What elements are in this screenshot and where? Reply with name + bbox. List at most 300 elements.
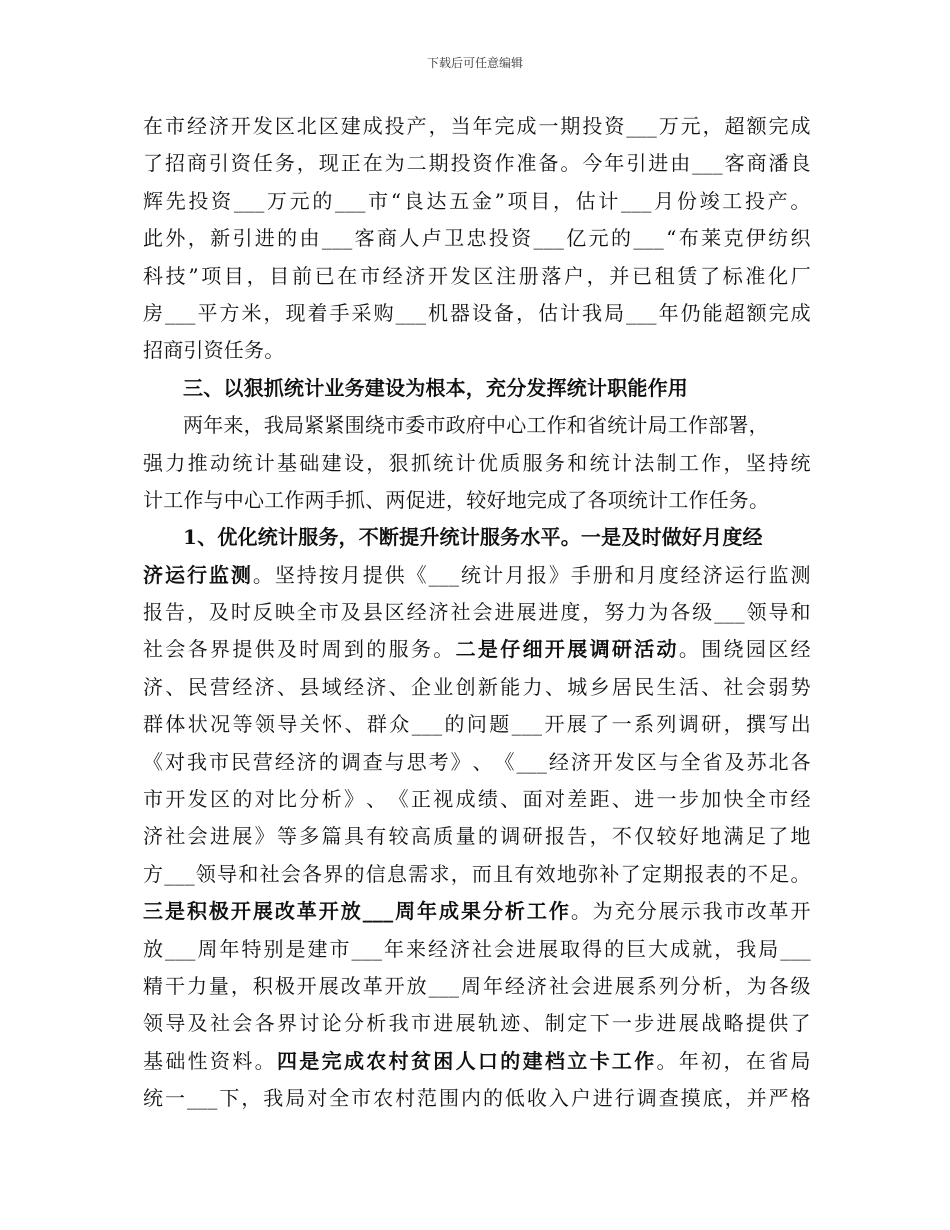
text-char: 超 <box>724 114 745 138</box>
text-char: 分 <box>482 899 504 924</box>
text-char: 济 <box>702 562 723 587</box>
text-char: 改 <box>340 973 361 998</box>
text-char: 了 <box>620 861 641 886</box>
text-char: 界 <box>209 637 231 662</box>
text-char: 我 <box>388 1011 409 1036</box>
text-char: 潘 <box>768 151 789 176</box>
text-char: 社 <box>548 973 570 998</box>
text-char: 放 <box>406 973 427 998</box>
text-char: 民 <box>634 674 655 699</box>
text-char: 加 <box>701 787 722 812</box>
text-char: 活 <box>634 637 655 662</box>
text-char: 等 <box>276 824 298 849</box>
text-char: 运 <box>724 562 745 587</box>
text-char: 系 <box>634 712 655 737</box>
text-char: 济 <box>366 674 387 699</box>
text-char: 会 <box>165 637 186 662</box>
text-char: 开 <box>318 899 339 924</box>
text-char: 的 <box>366 637 387 662</box>
text-char: 报 <box>143 600 164 625</box>
text-char: ， <box>246 263 267 288</box>
text-char: 怀 <box>322 712 343 737</box>
text-char: ， <box>366 450 387 475</box>
text-char: 月 <box>340 562 361 587</box>
text-char: 放 <box>143 936 164 961</box>
text-char: 估 <box>575 188 596 213</box>
text-char: 建 <box>340 114 361 138</box>
text-char: 。 <box>656 1048 677 1073</box>
text-char: 示 <box>680 899 701 924</box>
text-char: 方 <box>143 861 164 886</box>
text-char: 基 <box>276 450 298 475</box>
text-char: 设 <box>472 300 493 325</box>
text-char: 开 <box>296 973 317 998</box>
text-char: 赁 <box>677 263 698 288</box>
text-char: 测 <box>790 562 811 587</box>
text-char: 一 <box>164 1086 186 1111</box>
text-char: 周 <box>197 936 218 961</box>
text-char: 我 <box>186 749 208 774</box>
text-char: 客 <box>354 226 375 251</box>
text-char: 不 <box>611 824 633 849</box>
text-char: ， <box>724 973 745 998</box>
text-char: 引 <box>208 151 230 176</box>
text-char: 市 <box>368 188 389 213</box>
text-line <box>143 893 811 930</box>
text-char: 成 <box>790 300 811 325</box>
text-char: 机 <box>428 300 449 325</box>
text-char: 推 <box>187 450 208 475</box>
text-char: 有 <box>366 824 387 849</box>
text-char: 状 <box>187 712 208 737</box>
text-char: 分 <box>680 973 701 998</box>
text-char: 由 <box>299 226 320 251</box>
text-char: 创 <box>455 674 476 699</box>
text-char: 进 <box>634 787 655 812</box>
text-line <box>143 631 811 668</box>
text-char: 研 <box>611 637 633 662</box>
text-char: 下 <box>219 1086 240 1111</box>
text-char: 良 <box>403 188 424 213</box>
text-char: 计 <box>482 562 504 587</box>
text-char: 年 <box>678 1048 700 1073</box>
text-char: 定 <box>567 1011 588 1036</box>
text-char: 及 <box>724 749 745 774</box>
text-char: 对 <box>164 749 186 774</box>
text-char: 的 <box>277 226 298 251</box>
text-char: 三 <box>143 899 164 924</box>
text-char: 计 <box>611 450 633 475</box>
text-char: 投 <box>450 151 471 176</box>
text-char: 工 <box>526 899 548 924</box>
text-char: 。 <box>560 151 581 176</box>
text-char: 园 <box>745 637 767 662</box>
text-char: 村 <box>395 1086 416 1111</box>
text-char: 。 <box>790 861 811 886</box>
text-char: 干 <box>164 973 186 998</box>
text-line <box>143 519 811 556</box>
text-char: 导 <box>277 712 298 737</box>
text-char: 。 <box>678 637 700 662</box>
text-char: 期 <box>560 114 581 138</box>
text-char: 备 <box>538 151 559 176</box>
text-char: 资 <box>472 151 493 176</box>
text-char: 快 <box>723 787 744 812</box>
text-char: ， <box>230 973 252 998</box>
text-char: 已 <box>314 263 335 288</box>
text-char: 质 <box>500 450 521 475</box>
text-char: 取 <box>560 936 581 961</box>
text-char: 析 <box>321 787 342 812</box>
text-char: 界 <box>276 1011 298 1036</box>
text-char: 内 <box>460 1086 482 1111</box>
text-char: 》 <box>254 824 275 849</box>
text-char: 进 <box>592 1086 613 1111</box>
text-char: 务 <box>274 151 296 176</box>
text-char: 的 <box>477 824 499 849</box>
text-char: 并 <box>746 1086 767 1111</box>
text-char: 展 <box>252 899 274 924</box>
text-char: 进 <box>656 1011 677 1036</box>
text-char: 来 <box>405 936 427 961</box>
text-char: 列 <box>656 712 677 737</box>
text-char: 强 <box>143 450 164 475</box>
text-char: 标 <box>722 263 743 288</box>
text-char: 题 <box>489 712 510 737</box>
text-char: 绕 <box>723 637 744 662</box>
text-char: 展 <box>455 1011 476 1036</box>
text-char: 进 <box>494 600 515 625</box>
text-char: 调 <box>636 1086 657 1111</box>
text-char: 区 <box>384 600 405 625</box>
text-char: 档 <box>544 1048 566 1073</box>
text-char: 坚 <box>745 450 767 475</box>
text-char: 《 <box>494 749 515 774</box>
text-char: 济 <box>254 674 275 699</box>
text-char: 元 <box>588 226 609 251</box>
text-char: 和 <box>567 450 588 475</box>
text-char: ___ <box>395 300 427 325</box>
text-char: 力 <box>626 600 647 625</box>
text-char: 区 <box>636 749 657 774</box>
text-char: ， <box>263 300 284 325</box>
text-char: 作 <box>494 151 515 176</box>
text-char: 市 <box>329 936 350 961</box>
text-char: 会 <box>232 1011 253 1036</box>
text-char: 调 <box>589 637 610 662</box>
text-char: ， <box>714 936 735 961</box>
text-char: 目 <box>269 263 290 288</box>
text-char: 年 <box>472 114 493 138</box>
text-char: 市 <box>208 749 230 774</box>
text-char: 篇 <box>321 824 342 849</box>
text-char: 制 <box>544 1011 566 1036</box>
text-char: 领 <box>746 600 767 625</box>
text-char: 开 <box>427 263 449 288</box>
text-char: 正 <box>410 787 432 812</box>
text-char: 济 <box>526 973 548 998</box>
text-char: 注 <box>495 263 517 288</box>
text-char: 高 <box>410 824 432 849</box>
text-char: 在 <box>362 151 383 176</box>
text-char: 忠 <box>466 226 487 251</box>
text-char: 列 <box>658 973 679 998</box>
text-char: 科 <box>143 263 164 288</box>
text-char: 较 <box>388 824 409 849</box>
text-char: 完 <box>768 300 789 325</box>
text-char: 析 <box>504 899 526 924</box>
text-char: 的 <box>604 936 625 961</box>
text-char: 资 <box>230 151 252 176</box>
text-char: 能 <box>702 300 723 325</box>
text-char: 的 <box>500 1048 521 1073</box>
text-char: 运 <box>164 562 186 587</box>
text-char: 市 <box>410 1011 432 1036</box>
text-char: 展 <box>516 600 537 625</box>
text-char: 开 <box>230 899 252 924</box>
text-char: 讨 <box>299 1011 320 1036</box>
text-char: 监 <box>768 562 789 587</box>
text-char: 底 <box>702 1086 723 1111</box>
text-char: ___ <box>165 300 196 325</box>
text-char: 等 <box>232 712 253 737</box>
text-char: 各 <box>254 1011 275 1036</box>
bold-text: 1、优化统计服务，不断提升统计服务水平。一是及时做好月度经 <box>183 525 763 550</box>
text-char: 户 <box>570 1086 592 1111</box>
text-char: 局 <box>604 300 625 325</box>
text-char: 开 <box>790 899 811 924</box>
text-char: 极 <box>274 973 296 998</box>
text-char: 估 <box>538 300 559 325</box>
text-char: 工 <box>722 188 743 213</box>
text-char: 信 <box>365 861 386 886</box>
text-char: 告 <box>567 824 588 849</box>
text-char: 市 <box>143 787 164 812</box>
text-char: 调 <box>340 749 361 774</box>
text-char: 质 <box>433 824 454 849</box>
text-char: 为 <box>384 151 405 176</box>
text-char: 。 <box>254 1048 275 1073</box>
text-char: 领 <box>195 861 217 886</box>
text-char: 进 <box>538 600 559 625</box>
text-char: 统 <box>433 450 454 475</box>
text-char: 省 <box>702 749 723 774</box>
text-char: 并 <box>609 263 630 288</box>
text-char: 分 <box>343 1011 365 1036</box>
text-char: 市 <box>351 1086 372 1111</box>
text-line <box>143 968 811 1005</box>
text-char: 定 <box>641 861 662 886</box>
text-char: 基 <box>143 1048 164 1073</box>
text-char: 项 <box>507 188 528 213</box>
text-char: 期 <box>428 151 449 176</box>
text-char: 外 <box>165 226 186 251</box>
text-char: 绩 <box>477 787 499 812</box>
text-run: 两年来，我局紧紧围绕市委市政府中心工作和省统计局工作部署， <box>183 413 769 438</box>
text-char: 成 <box>516 114 537 138</box>
text-char: 资 <box>211 188 232 213</box>
text-char: 、 <box>472 749 493 774</box>
text-char: 考 <box>428 749 449 774</box>
text-char: 各 <box>670 600 691 625</box>
text-char: 各 <box>302 861 323 886</box>
text-char: 充 <box>614 899 635 924</box>
text-char: 额 <box>746 300 767 325</box>
text-char: 范 <box>417 1086 438 1111</box>
text-char: 准 <box>516 151 537 176</box>
text-char: 区 <box>274 114 296 138</box>
text-char: 严 <box>768 1086 789 1111</box>
text-char: ___ <box>626 300 657 325</box>
text-char: 计 <box>254 450 275 475</box>
text-char: 域 <box>321 674 342 699</box>
text-char: 》 <box>548 562 570 587</box>
text-char: 开 <box>544 637 566 662</box>
text-char: 与 <box>384 749 405 774</box>
text-char: 视 <box>433 787 454 812</box>
text-char: 了 <box>768 824 789 849</box>
text-char: 查 <box>362 749 383 774</box>
text-char: 行 <box>614 1086 635 1111</box>
text-char: 时 <box>230 600 252 625</box>
text-char: ， <box>586 263 607 288</box>
text-char: 的 <box>726 861 747 886</box>
text-char: 万 <box>266 188 288 213</box>
text-char: 金 <box>471 188 493 213</box>
text-char: 区 <box>473 263 494 288</box>
text-char: ___ <box>362 899 394 924</box>
text-char: 有 <box>514 861 535 886</box>
text-char: 地 <box>556 861 578 886</box>
text-char: ， <box>552 188 574 213</box>
text-char: 克 <box>723 226 744 251</box>
text-char: 、 <box>366 787 387 812</box>
text-line <box>143 594 811 631</box>
text-char: 报 <box>526 562 548 587</box>
text-char: 经 <box>406 600 427 625</box>
text-char: 备 <box>494 300 515 325</box>
text-char: 步 <box>678 787 700 812</box>
text-char: 和 <box>614 562 635 587</box>
text-char: 北 <box>768 749 789 774</box>
text-char: 四 <box>276 1048 298 1073</box>
text-char: ， <box>516 300 537 325</box>
text-char: 济 <box>405 263 426 288</box>
text-char: 建 <box>522 1048 543 1073</box>
text-char: 的 <box>344 861 365 886</box>
text-char: 全 <box>680 749 701 774</box>
text-char: 求 <box>429 861 450 886</box>
text-char: 领 <box>254 712 276 737</box>
text-char: 年 <box>658 300 679 325</box>
text-char: 下 <box>589 1011 610 1036</box>
text-char: 周 <box>460 973 482 998</box>
text-char: ， <box>723 1048 744 1073</box>
text-char: ___ <box>516 749 548 774</box>
text-char: 资 <box>209 1048 231 1073</box>
text-char: 村 <box>388 1048 409 1073</box>
text-char: 与 <box>658 749 679 774</box>
text-char: 经 <box>343 674 365 699</box>
text-char: 万 <box>658 114 679 138</box>
text-char: 按 <box>318 562 339 587</box>
text-char: 房 <box>143 300 164 325</box>
text-char: 撰 <box>745 712 767 737</box>
text-char: 现 <box>318 151 339 176</box>
text-char: 任 <box>252 151 274 176</box>
text-char: 效 <box>535 861 556 886</box>
text-char: 社 <box>209 1011 231 1036</box>
text-char: 足 <box>769 861 790 886</box>
text-char: 提 <box>232 637 253 662</box>
text-char: 度 <box>560 600 581 625</box>
text-char: 映 <box>274 600 296 625</box>
text-char: 足 <box>745 824 767 849</box>
text-char: 农 <box>373 1086 394 1111</box>
text-char: 展 <box>614 973 635 998</box>
text-char: 告 <box>164 600 186 625</box>
text-char: 供 <box>768 1011 789 1036</box>
text-char: 成 <box>362 114 383 138</box>
text-char: 法 <box>634 450 655 475</box>
text-char: ， <box>450 861 471 886</box>
text-char: 别 <box>263 936 284 961</box>
text-char: 农 <box>366 1048 387 1073</box>
text-char: ___ <box>633 226 664 251</box>
text-char: 区 <box>209 787 231 812</box>
text-char: 完 <box>321 1048 342 1073</box>
text-char: ___ <box>186 1086 218 1111</box>
text-char: 大 <box>648 936 669 961</box>
text-char: 济 <box>143 674 164 699</box>
text-char: ___ <box>428 562 460 587</box>
text-char: 是 <box>477 637 499 662</box>
text-char: 监 <box>208 562 230 587</box>
text-char: 况 <box>210 712 231 737</box>
text-char: 低 <box>504 1086 526 1111</box>
text-char: 行 <box>746 562 767 587</box>
text-char: 及 <box>208 600 230 625</box>
text-char: 亿 <box>566 226 587 251</box>
text-char: 设 <box>343 450 365 475</box>
text-char: 为 <box>746 973 767 998</box>
text-char: ___ <box>692 151 723 176</box>
text-char: 局 <box>790 1048 811 1073</box>
text-char: 查 <box>658 1086 679 1111</box>
text-char: ___ <box>621 188 652 213</box>
text-char: 社 <box>143 637 164 662</box>
text-char: 得 <box>582 936 603 961</box>
text-char: 级 <box>692 600 713 625</box>
text-char: 经 <box>680 562 701 587</box>
text-char: 卡 <box>589 1048 610 1073</box>
text-char: 落 <box>541 263 562 288</box>
text-char: 围 <box>439 1086 460 1111</box>
text-char: 进 <box>254 226 275 251</box>
text-char: 一 <box>611 1011 633 1036</box>
text-char: 此 <box>143 226 164 251</box>
text-line <box>143 407 811 444</box>
document-body <box>143 108 811 1118</box>
text-char: 展 <box>232 824 253 849</box>
text-line <box>143 818 811 855</box>
text-char: 现 <box>285 300 306 325</box>
text-char: 而 <box>471 861 493 886</box>
text-char: 开 <box>544 712 565 737</box>
text-char: 群 <box>366 712 388 737</box>
text-char: ___ <box>428 973 460 998</box>
text-char: 区 <box>318 114 339 138</box>
